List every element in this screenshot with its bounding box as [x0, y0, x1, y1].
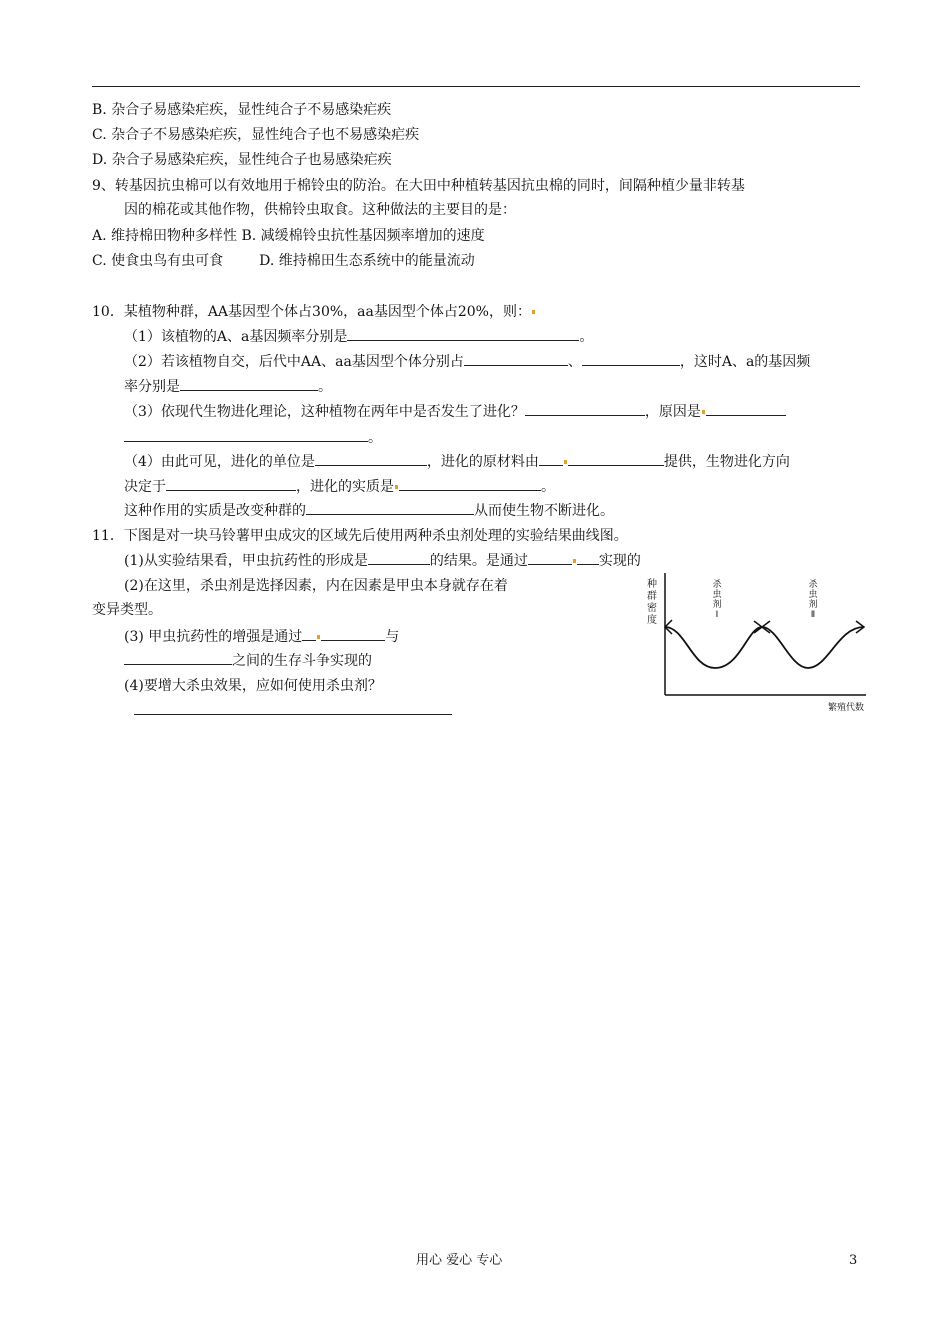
density-curve — [665, 627, 864, 668]
q9-stem-line1: 9、转基因抗虫棉可以有效地用于棉铃虫的防治。在大田中种植转基因抗虫棉的同时，间隔种植少量非转基 — [92, 178, 745, 194]
mark-dot — [702, 410, 705, 414]
q10-stem: 10．某植物种群，AA基因型个体占30%，aa基因型个体占20%，则： — [92, 302, 536, 322]
q11-part4: (4)要增大杀虫效果，应如何使用杀虫剂？ — [124, 678, 382, 694]
q10-part2-line2: 率分别是 。 — [124, 376, 332, 397]
q10-part3-line2: 。 — [124, 427, 382, 448]
agent2-char: 剂 — [808, 600, 818, 610]
answer-blank[interactable] — [399, 476, 541, 491]
answer-blank[interactable] — [124, 650, 232, 665]
y-axis-label — [647, 577, 657, 626]
q11-part2-line2: 变异类型。 — [92, 602, 162, 618]
agent2-label — [808, 579, 817, 620]
footer-slogan: 用心 爱心 专心 — [416, 1253, 503, 1268]
answer-blank[interactable] — [302, 626, 316, 641]
mark-dot — [573, 559, 576, 563]
agent1-char: 虫 — [712, 590, 722, 600]
answer-blank[interactable] — [321, 626, 385, 641]
answer-blank[interactable] — [528, 550, 572, 565]
agent1-label — [712, 579, 721, 620]
q10-part3-line1: （3）依现代生物进化理论，这种植物在两年中是否发生了进化？ ，原因是 — [124, 401, 786, 422]
q8-option-c: C. 杂合子不易感染疟疾，显性纯合子也不易感染疟疾 — [92, 127, 420, 143]
q9-option-d: D. 维持棉田生态系统中的能量流动 — [259, 253, 475, 269]
answer-blank[interactable] — [180, 376, 318, 391]
agent1-char: Ⅰ — [715, 610, 719, 620]
y-label-char: 度 — [647, 615, 657, 626]
q8-option-d: D. 杂合子易感染疟疾，显性纯合子也易感染疟疾 — [92, 152, 392, 168]
mark-dot — [317, 635, 320, 639]
x-axis-label: 繁殖代数 — [827, 703, 864, 713]
agent1-char: 剂 — [712, 600, 722, 610]
q11-answer-line[interactable] — [134, 714, 452, 715]
header-rule — [92, 86, 860, 87]
answer-blank[interactable] — [464, 351, 568, 366]
agent2-char: Ⅱ — [810, 610, 816, 620]
answer-blank[interactable] — [539, 451, 563, 466]
agent2-char: 虫 — [808, 590, 818, 600]
answer-blank[interactable] — [306, 500, 474, 515]
y-label-char: 群 — [647, 591, 657, 602]
answer-blank[interactable] — [166, 476, 296, 491]
y-label-char: 密 — [647, 603, 657, 614]
q9-option-c: C. 使食虫鸟有虫可食 — [92, 253, 224, 269]
q10-part4-line1: （4）由此可见，进化的单位是 ，进化的原材料由 提供，生物进化方向 — [124, 451, 790, 472]
q8-option-b: B. 杂合子易感染疟疾，显性纯合子不易感染疟疾 — [92, 102, 392, 118]
answer-blank[interactable] — [582, 351, 680, 366]
figure-svg — [640, 565, 872, 715]
agent2-char: 杀 — [808, 580, 818, 590]
q10-part1: （1）该植物的A、a基因频率分别是 。 — [124, 326, 593, 347]
q9-options-cd — [92, 251, 475, 271]
q11-stem: 11．下图是对一块马铃薯甲虫成灾的区域先后使用两种杀虫剂处理的实验结果曲线图。 — [92, 528, 628, 544]
q11-part3-line1: (3) 甲虫抗药性的增强是通过 与 — [124, 626, 399, 647]
q11-part1: (1)从实验结果看，甲虫抗药性的形成是 的结果。是通过 实现的 — [124, 550, 641, 571]
q9-option-b: B. 减缓棉铃虫抗性基因频率增加的速度 — [241, 228, 485, 244]
answer-blank[interactable] — [124, 427, 368, 442]
answer-blank[interactable] — [706, 401, 786, 416]
answer-blank[interactable] — [368, 550, 430, 565]
page-number: 3 — [849, 1253, 858, 1268]
q9-stem-line2: 因的棉花或其他作物，供棉铃虫取食。这种做法的主要目的是： — [124, 202, 516, 218]
q11-part3-line2: 之间的生存斗争实现的 — [124, 650, 372, 671]
answer-blank[interactable] — [568, 451, 664, 466]
mark-dot — [395, 485, 398, 489]
agent1-char: 杀 — [712, 580, 722, 590]
mark-dot — [532, 310, 535, 314]
q10-part4-line2: 决定于 ，进化的实质是 。 — [124, 476, 555, 497]
q9-options-ab — [92, 226, 485, 246]
q10-part4-line3: 这种作用的实质是改变种群的 从而使生物不断进化。 — [124, 500, 614, 521]
answer-blank[interactable] — [315, 451, 427, 466]
q9-option-a: A. 维持棉田物种多样性 — [92, 228, 238, 244]
answer-blank[interactable] — [577, 550, 599, 565]
mark-dot — [564, 460, 567, 464]
q11-part2-line1: (2)在这里，杀虫剂是选择因素，内在因素是甲虫本身就存在着 — [124, 578, 508, 594]
answer-blank[interactable] — [347, 326, 579, 341]
q10-part2-line1: （2）若该植物自交，后代中AA、aa基因型个体分别占 、 ，这时A、a的基因频 — [124, 351, 810, 372]
population-density-figure — [640, 565, 872, 715]
answer-blank[interactable] — [525, 401, 645, 416]
y-label-char: 种 — [647, 579, 657, 590]
